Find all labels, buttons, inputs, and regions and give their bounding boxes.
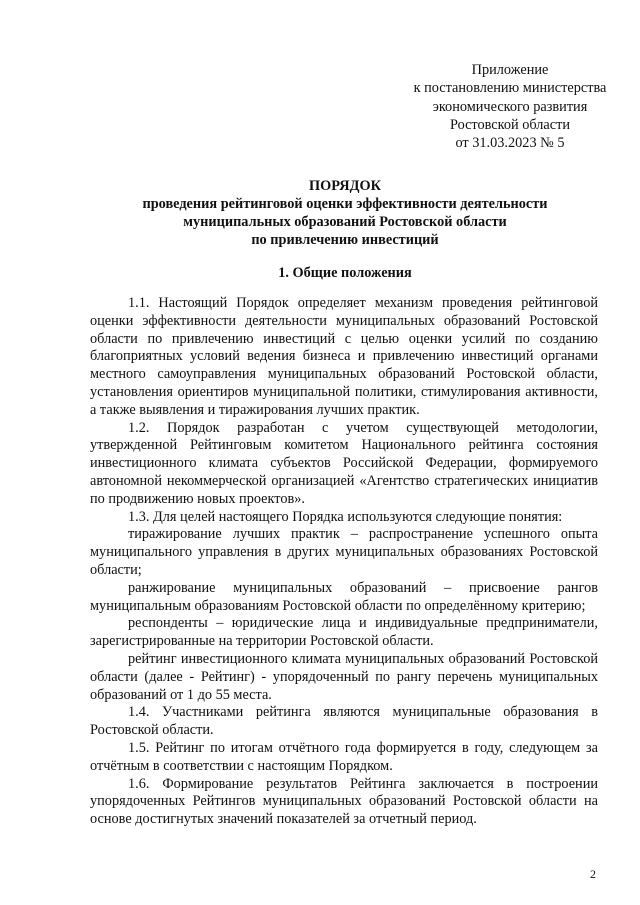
paragraph: ранжирование муниципальных образований – присвоение рангов муниципальным образованиям Ростовской области по определённому критерию;: [90, 579, 598, 614]
appendix-date-line: от 31.03.2023 № 5: [455, 135, 565, 152]
paragraph: рейтинг инвестиционного климата муниципальных образований Ростовской области (далее - Рейтинг) - упорядоченный по рангу перечень муниципальных образований от 1 до 55 места.: [90, 650, 598, 703]
appendix-line: Приложение: [471, 62, 549, 78]
paragraph: 1.2. Порядок разработан с учетом существующей методологии, утвержденной Рейтинговым комитетом Национального рейтинга состояния инвестиционного климата субъектов Российской Федерации, формируемого автономной некоммерческой организацией «Агентство стратегических инициатив по продвижению новых проектов».: [90, 419, 598, 507]
title-line: муниципальных образований Ростовской области: [183, 214, 507, 230]
title-line: проведения рейтинговой оценки эффективности деятельности: [142, 196, 548, 212]
paragraph: 1.1. Настоящий Порядок определяет механизм проведения рейтинговой оценки эффективности деятельности муниципальных образований Ростовской области по привлечению инвестиций с целью оценки усилий по созданию благоприятных условий ведения бизнеса и привлечению инвестиций органами местного самоуправления муниципальных образований Ростовской области, установления ориентиров муниципальной политики, стимулирования активности, а также выявления и тиражирования лучших практик.: [90, 295, 598, 418]
paragraph: 1.3. Для целей настоящего Порядка используются следующие понятия:: [128, 508, 563, 525]
section-heading: 1. Общие положения: [278, 265, 412, 281]
paragraph: 1.4. Участниками рейтинга являются муниципальные образования в Ростовской области.: [90, 704, 598, 739]
title-line: по привлечению инвестиций: [251, 232, 439, 248]
paragraph: тиражирование лучших практик – распространение успешного опыта муниципального управления в других муниципальных образованиях Ростовской области;: [90, 526, 598, 578]
appendix-line: экономического развития: [432, 98, 588, 115]
paragraph: 1.6. Формирование результатов Рейтинга заключается в построении упорядоченных Рейтингов муниципальных образований Ростовской области на основе достигнутых значений показателей за отчетный период.: [90, 775, 598, 828]
appendix-line: Ростовской области: [449, 116, 571, 133]
page-number: 2: [590, 867, 596, 881]
section-body: [90, 295, 598, 829]
document-title: [90, 177, 600, 249]
appendix-line: к постановлению министерства: [413, 80, 607, 97]
paragraph: респонденты – юридические лица и индивидуальные предприниматели, зарегистрированные на территории Ростовской области.: [90, 615, 598, 650]
title-line: ПОРЯДОК: [309, 178, 381, 194]
paragraph: 1.5. Рейтинг по итогам отчётного года формируется в году, следующем за отчётным в соответствии с настоящим Порядком.: [90, 739, 598, 774]
appendix-header: [395, 61, 625, 152]
